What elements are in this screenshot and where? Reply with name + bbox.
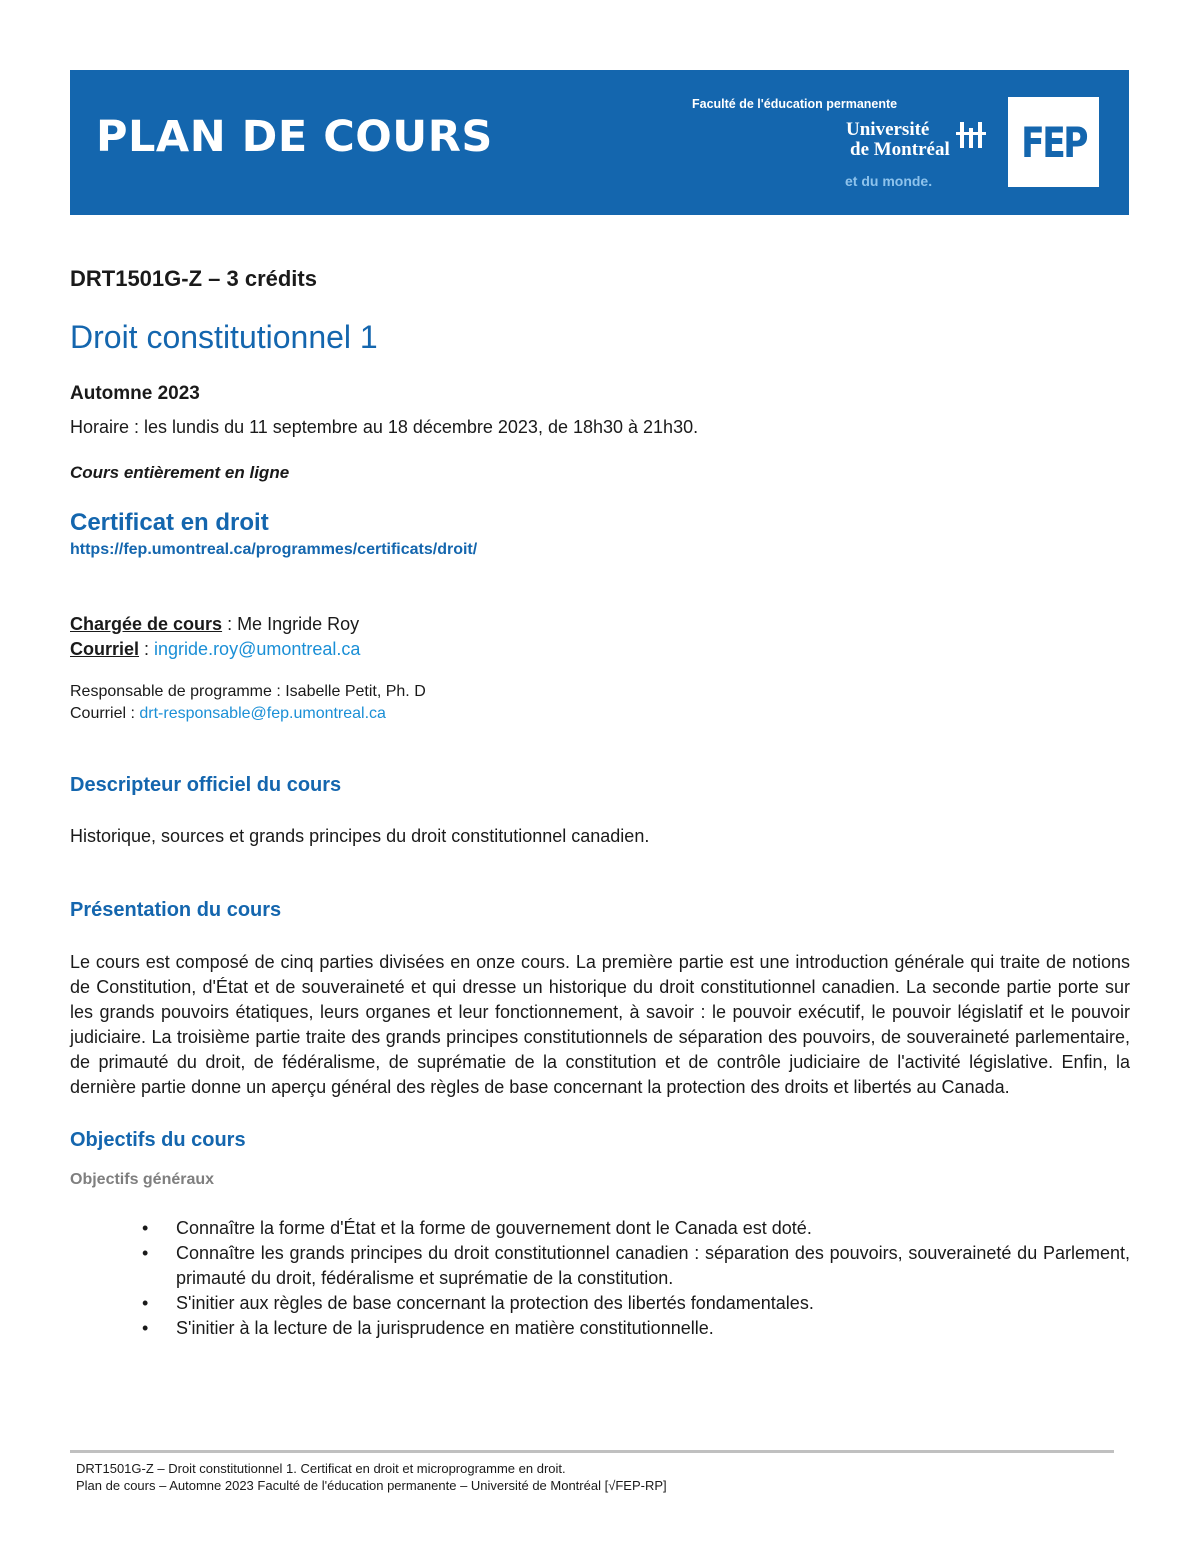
fep-logo [1008,97,1099,187]
fep-logo-text: FEP [1021,117,1086,167]
bullet-icon: • [142,1243,149,1263]
presentation-text: Le cours est composé de cinq parties divisées en onze cours. La première partie est une introduction générale qui traite de notions de Constitution, d'État et de souveraineté et qui dresse un historique du droit constitutionnel canadien. La seconde partie porte sur les grands pouvoirs étatiques, leurs organes et leur fonctionnement, à savoir : le pouvoir exécutif, le pouvoir législatif et le pouvoir judiciaire. La troisième partie traite des grands principes constitutionnels de séparation des pouvoirs, de souveraineté parlementaire, de primauté du droit, de fédéralisme, de suprématie de la constitution et de contrôle judiciaire de l'activité législative. Enfin, la dernière partie donne un aperçu général des règles de base concernant la protection des droits et libertés au Canada. [70,952,1130,1097]
descriptor-heading: Descripteur officiel du cours [70,774,342,796]
responsible-email-line [70,703,1130,725]
course-title: Droit constitutionnel 1 [70,319,378,355]
email-label: Courriel [70,639,140,659]
course-schedule: Horaire : les lundis du 11 septembre au 18 décembre 2023, de 18h30 à 21h30. [70,417,699,437]
list-item [70,1291,1130,1316]
descriptor-text: Historique, sources et grands principes du droit constitutionnel canadien. [70,826,650,846]
university-building-icon [956,122,986,148]
page-title: PLAN DE COURS [96,112,493,162]
responsible-email-link[interactable]: drt-responsable@fep.umontreal.ca [139,705,386,722]
instructor-email-link[interactable]: ingride.roy@umontreal.ca [154,639,361,659]
objective-text: S'initier à la lecture de la jurisprudence en matière constitutionnelle. [176,1318,714,1338]
instructor-label: Chargée de cours [70,614,223,634]
footer-divider [70,1450,1114,1453]
page-footer [76,1460,667,1494]
university-name-line1: Université [846,119,930,140]
bullet-icon: • [142,1218,149,1238]
instructor-line [70,612,1130,637]
university-logo [818,120,986,160]
course-format: Cours entièrement en ligne [70,463,290,482]
program-link[interactable]: https://fep.umontreal.ca/programmes/certificats/droit/ [70,541,478,558]
presentation-heading: Présentation du cours [70,899,282,921]
list-item [70,1241,1130,1291]
responsible-line: Responsable de programme : Isabelle Petit, Ph. D [70,683,426,700]
header-banner [70,70,1129,215]
document-body [70,262,1130,1341]
bullet-icon: • [142,1293,149,1313]
faculty-name: Faculté de l'éducation permanente [692,97,898,111]
objectives-heading: Objectifs du cours [70,1129,246,1151]
objectives-list [70,1216,1130,1341]
objectives-subheading: Objectifs généraux [70,1171,215,1188]
course-code: DRT1501G-Z – 3 crédits [70,266,317,291]
program-title: Certificat en droit [70,509,269,536]
instructor-contacts [70,612,1130,662]
instructor-email-line [70,637,1130,662]
list-item [70,1216,1130,1241]
objective-text: Connaître les grands principes du droit constitutionnel canadien : séparation des pouvoirs, souveraineté du Parlement, primauté du droit, fédéralisme et suprématie de la constitution. [176,1243,1130,1288]
university-name-line2: de Montréal [850,139,950,160]
footer-line-1: DRT1501G-Z – Droit constitutionnel 1. Certificat en droit et microprogramme en droit. [76,1461,566,1476]
responsible-email-label: Courriel : [70,705,140,722]
bullet-icon: • [142,1318,149,1338]
footer-line-2: Plan de cours – Automne 2023 Faculté de l'éducation permanente – Université de Montréal [√FEP-RP] [76,1478,667,1493]
course-session: Automne 2023 [70,383,200,404]
program-responsible [70,681,1130,725]
university-tagline: et du monde. [845,173,933,189]
objective-text: Connaître la forme d'État et la forme de gouvernement dont le Canada est doté. [176,1218,812,1238]
list-item [70,1316,1130,1341]
email-separator: : [139,639,155,659]
instructor-value: : Me Ingride Roy [222,614,360,634]
objective-text: S'initier aux règles de base concernant la protection des libertés fondamentales. [176,1293,814,1313]
